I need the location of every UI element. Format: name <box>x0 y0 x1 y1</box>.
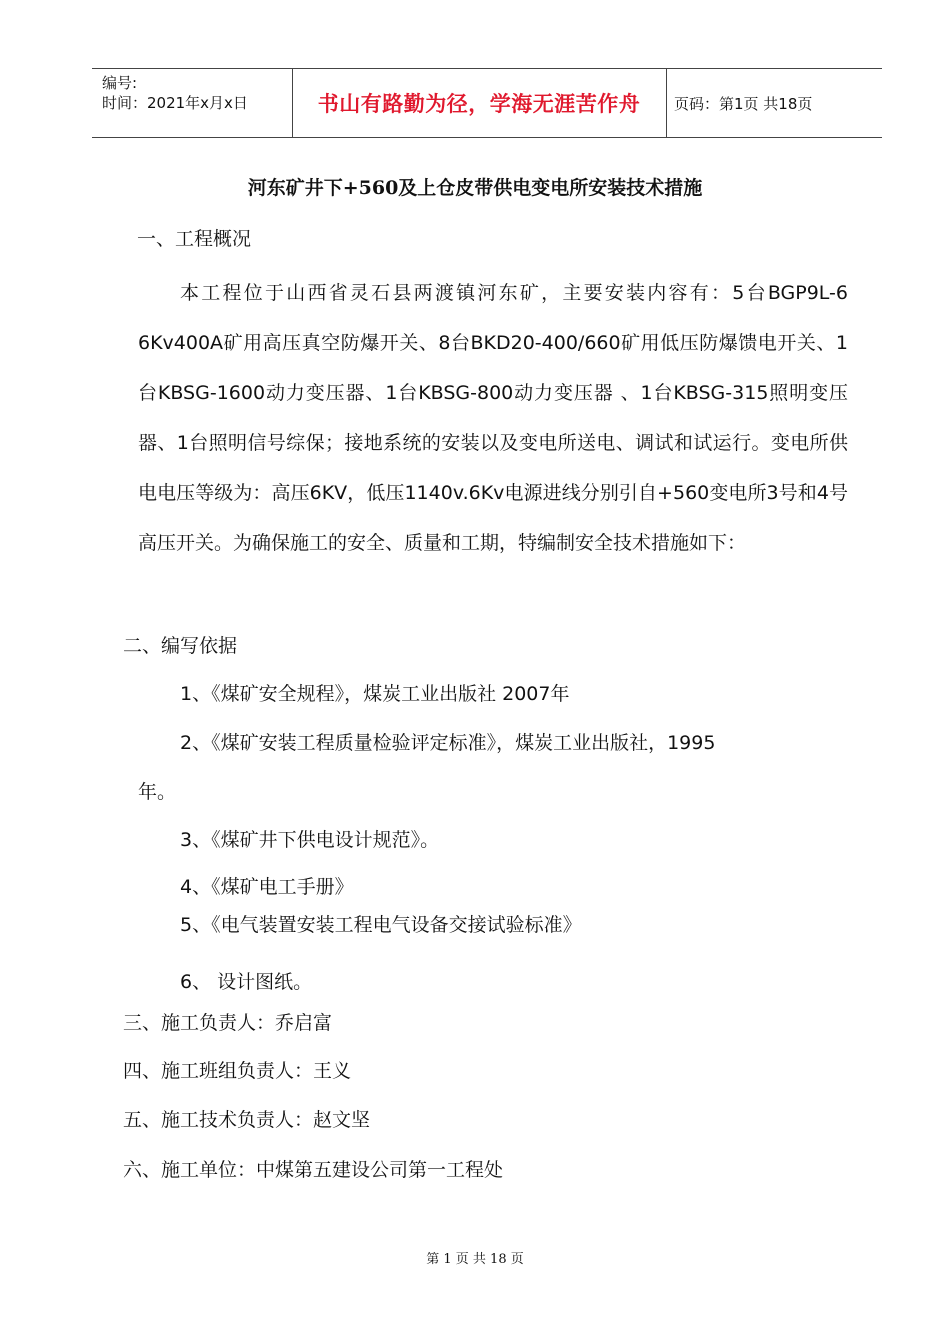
reference-item: 5、《电气装置安装工程电气设备交接试验标准》 <box>180 914 582 936</box>
section3-construction-lead: 三、施工负责人：乔启富 <box>123 1012 333 1034</box>
reference-item: 6、 设计图纸。 <box>180 971 313 993</box>
header-motto: 书山有路勤为径，学海无涯苦作舟 <box>317 92 641 116</box>
page-header <box>92 68 882 138</box>
reference-item: 1、《煤矿安全规程》，煤炭工业出版社 2007年 <box>180 683 570 705</box>
section4-team-lead: 四、施工班组负责人：王义 <box>123 1060 352 1082</box>
reference-item-continuation: 年。 <box>138 781 177 803</box>
reference-item: 2、《煤矿安装工程质量检验评定标准》，煤炭工业出版社，1995 <box>180 732 716 754</box>
header-meta <box>102 73 248 113</box>
section5-technical-lead: 五、施工技术负责人：赵文坚 <box>123 1109 371 1131</box>
page-footer: 第 1 页 共 18 页 <box>426 1252 524 1267</box>
section2-heading: 二、编写依据 <box>123 635 238 657</box>
section1-paragraph: 本工程位于山西省灵石县两渡镇河东矿，主要安装内容有：5台BGP9L-6 6Kv400A矿用高压真空防爆开关、8台BKD20-400/660矿用低压防爆馈电开关、1台KBSG-1600动力变压器、1台KBSG-800动力变压器 、1台KBSG-315照明变压器、1台照明信号综保；接地系统的安装以及变电所送电、调试和试运行。变电所供电电压等级为：高压6KV，低压1140v.6Kv电源进线分别引自+560变电所3号和4号高压开关。为确保施工的安全、质量和工期，特编制安全技术措施如下： <box>138 282 848 554</box>
section6-construction-unit: 六、施工单位：中煤第五建设公司第一工程处 <box>123 1159 504 1181</box>
document-title: 河东矿井下+560及上仓皮带供电变电所安装技术措施 <box>247 177 703 199</box>
reference-item: 3、《煤矿井下供电设计规范》。 <box>180 829 440 851</box>
reference-item: 4、《煤矿电工手册》 <box>180 876 354 898</box>
time-label: 时间：2021年x月x日 <box>102 94 248 112</box>
header-page-number: 页码：第1页 共18页 <box>674 94 813 113</box>
number-label: 编号: <box>102 74 138 92</box>
section1-heading: 一、工程概况 <box>137 228 252 250</box>
header-divider <box>666 69 667 137</box>
